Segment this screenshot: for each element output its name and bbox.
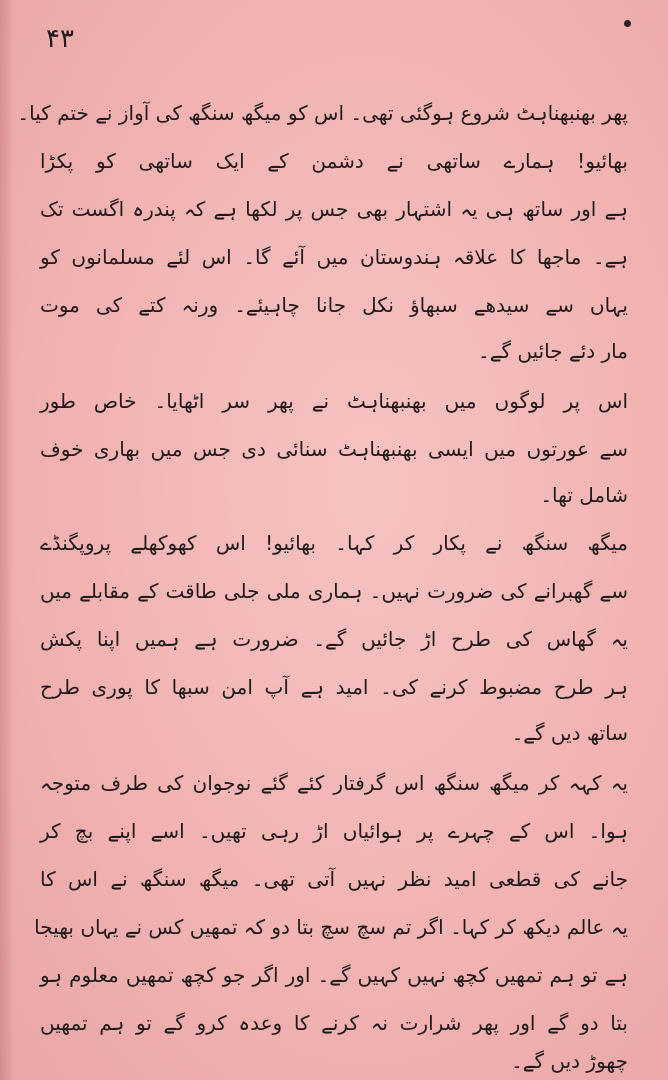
text-line: میگھ سنگھ نے پکار کر کہا۔ بھائیو! اس کھوکھلے پروپگنڈے bbox=[40, 531, 628, 555]
text-line: ہے اور ساتھ ہی یہ اشتہار بھی جس پر لکھا ہے کہ پندرہ اگست تک bbox=[40, 197, 628, 221]
text-line: بھائیو! ہمارے ساتھی نے دشمن کے ایک ساتھی کو پکڑا bbox=[40, 149, 628, 173]
text-line: شامل تھا۔ bbox=[540, 483, 628, 507]
text-line: ہر طرح مضبوط کرنے کی۔ امید ہے آپ امن سبھا کا پوری طرح bbox=[40, 675, 628, 699]
text-line: ہے تو ہم تمھیں کچھ نہیں کہیں گے۔ اور اگر جو کچھ تمھیں معلوم ہو bbox=[40, 963, 628, 987]
text-line: یہاں سے سیدھے سبھاؤ نکل جانا چاہیئے۔ ورنہ کتے کی موت bbox=[40, 293, 628, 317]
ink-dot bbox=[624, 20, 631, 27]
text-line: یہ کہہ کر میگھ سنگھ اس گرفتار کئے گئے نوجوان کی طرف متوجہ bbox=[40, 771, 628, 795]
text-line: ہوا۔ اس کے چہرے پر ہوائیاں اڑ رہی تھیں۔ اسے اپنے بچ کر bbox=[40, 819, 628, 843]
text-line: اس پر لوگوں میں بھنبھناہٹ نے پھر سر اٹھایا۔ خاص طور bbox=[40, 389, 628, 413]
text-line: چھوڑ دیں گے۔ bbox=[511, 1049, 628, 1073]
text-line: ہے۔ ماجھا کا علاقہ ہندوستان میں آئے گا۔ اس لئے مسلمانوں کو bbox=[40, 245, 628, 269]
text-line: سے عورتوں میں ایسی بھنبھناہٹ سنائی دی جس میں بھاری خوف bbox=[40, 437, 628, 461]
text-line: ساتھ دیں گے۔ bbox=[511, 721, 628, 745]
text-line: پھر بھنبھناہٹ شروع ہوگئی تھی۔ اس کو میگھ سنگھ کی آواز نے ختم کیا۔ bbox=[17, 101, 628, 125]
text-line: سے گھبرانے کی ضرورت نہیں۔ ہماری ملی جلی طاقت کے مقابلے میں bbox=[40, 579, 628, 603]
text-line: یہ عالم دیکھ کر کہا۔ اگر تم سچ سچ بتا دو کہ تمھیں کس نے یہاں بھیجا bbox=[34, 915, 628, 939]
text-line: جانے کی قطعی امید نظر نہیں آتی تھی۔ میگھ سنگھ نے اس کا bbox=[40, 867, 628, 891]
page-edge-shadow bbox=[0, 0, 14, 1080]
page-number: ۴۳ bbox=[46, 24, 74, 54]
text-line: مار دئے جائیں گے۔ bbox=[478, 339, 628, 363]
text-line: یہ گھاس کی طرح اڑ جائیں گے۔ ضرورت ہے ہمیں اپنا پکش bbox=[40, 627, 628, 651]
text-line: بتا دو گے اور پھر شرارت نہ کرنے کا وعدہ کرو گے تو ہم تمھیں bbox=[40, 1011, 628, 1035]
